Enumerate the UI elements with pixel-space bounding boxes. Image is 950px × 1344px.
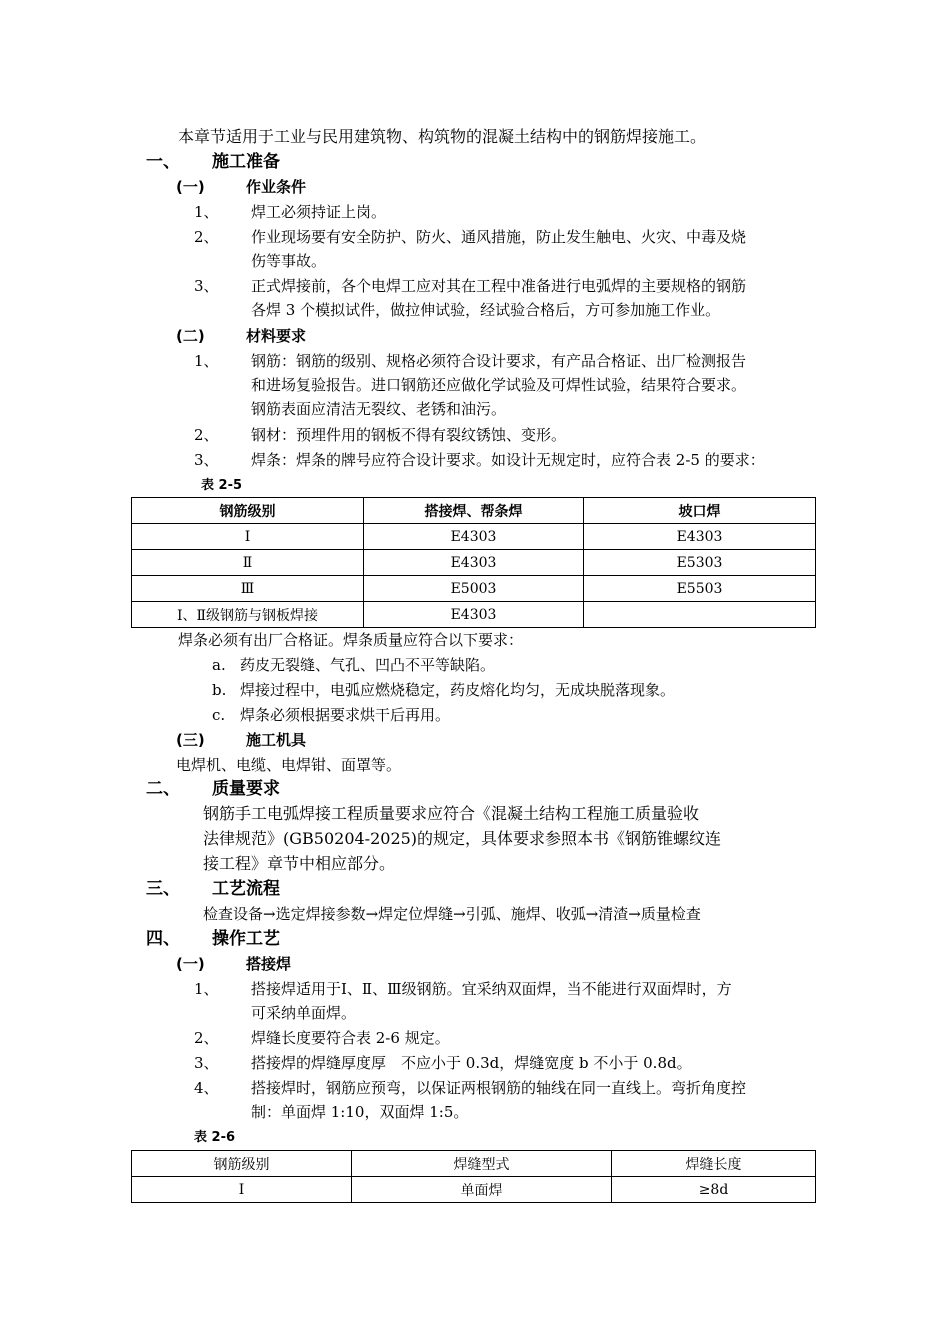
- table-cell: 单面焊: [352, 1177, 612, 1203]
- paragraph: 钢筋手工电弧焊接工程质量要求应符合《混凝土结构工程施工质量验收: [203, 804, 700, 823]
- list-item-number: 3、: [194, 451, 219, 469]
- table-2-6: [131, 1150, 816, 1203]
- table-header-cell: 焊缝型式: [352, 1151, 612, 1177]
- table-row: [132, 576, 816, 602]
- table-header-cell: 钢筋级别: [132, 498, 364, 524]
- list-item-text: 搭接焊时，钢筋应预弯，以保证两根钢筋的轴线在同一直线上。弯折角度控: [251, 1079, 747, 1097]
- table-cell: Ⅰ: [132, 1177, 352, 1203]
- list-item-number: 2、: [194, 1029, 219, 1047]
- process-flow: 检查设备→选定焊接参数→焊定位焊缝→引弧、施焊、收弧→清渣→质量检查: [203, 905, 701, 923]
- paragraph: 接工程》章节中相应部分。: [203, 854, 396, 873]
- table-cell: Ⅱ: [132, 550, 364, 576]
- list-item-text: 各焊 3 个模拟试件，做拉伸试验，经试验合格后，方可参加施工作业。: [251, 301, 721, 319]
- requirement-text: 焊条必须根据要求烘干后再用。: [240, 706, 451, 724]
- table-row: [132, 550, 816, 576]
- list-item-number: 3、: [194, 1054, 219, 1072]
- section-2-number: 二、: [146, 779, 180, 799]
- list-item-text: 钢筋：钢筋的级别、规格必须符合设计要求，有产品合格证、出厂检测报告: [251, 352, 747, 370]
- section-2-title: 质量要求: [212, 779, 280, 799]
- table-cell: [584, 602, 816, 628]
- table-cell: ≥8d: [612, 1177, 816, 1203]
- requirement-text: 焊接过程中，电弧应燃烧稳定，药皮熔化均匀，无成块脱落现象。: [240, 681, 676, 699]
- list-item-text: 伤等事故。: [251, 252, 327, 270]
- list-item-text: 搭接焊适用于Ⅰ、Ⅱ、Ⅲ级钢筋。宜采纳双面焊，当不能进行双面焊时，方: [251, 980, 732, 998]
- table-cell: Ⅰ: [132, 524, 364, 550]
- paragraph: 法律规范》(GB50204-2025)的规定，具体要求参照本书《钢筋锥螺纹连: [203, 829, 722, 848]
- section-1-number: 一、: [146, 152, 180, 172]
- table-cell: E4303: [584, 524, 816, 550]
- subsection-4-1-number: (一): [176, 955, 205, 973]
- list-item-text: 作业现场要有安全防护、防火、通风措施，防止发生触电、火灾、中毒及烧: [251, 228, 747, 246]
- table-header-cell: 搭接焊、帮条焊: [364, 498, 584, 524]
- table-cell: E5503: [584, 576, 816, 602]
- table-cell: E4303: [364, 550, 584, 576]
- list-item-text: 正式焊接前，各个电焊工应对其在工程中准备进行电弧焊的主要规格的钢筋: [251, 277, 747, 295]
- intro-paragraph: 本章节适用于工业与民用建筑物、构筑物的混凝土结构中的钢筋焊接施工。: [178, 127, 707, 146]
- paragraph: 电焊机、电缆、电焊钳、面罩等。: [176, 756, 402, 774]
- section-3-title: 工艺流程: [212, 879, 280, 899]
- list-item-text: 焊条：焊条的牌号应符合设计要求。如设计无规定时，应符合表 2-5 的要求：: [251, 451, 765, 469]
- table-cell: E4303: [364, 602, 584, 628]
- subsection-1-1-title: 作业条件: [246, 178, 307, 196]
- table-2-5-caption: 表 2-5: [201, 478, 243, 493]
- list-item-number: 1、: [194, 980, 219, 998]
- list-item-number: 3、: [194, 277, 219, 295]
- list-item-text: 钢材：预埋件用的钢板不得有裂纹锈蚀、变形。: [251, 426, 567, 444]
- table-row: [132, 524, 816, 550]
- table-cell: E5303: [584, 550, 816, 576]
- list-item-number: 1、: [194, 203, 219, 221]
- requirement-text: 药皮无裂缝、气孔、凹凸不平等缺陷。: [240, 656, 496, 674]
- section-1-title: 施工准备: [212, 152, 280, 172]
- paragraph: 焊条必须有出厂合格证。焊条质量应符合以下要求：: [178, 631, 524, 649]
- table-header-row: [132, 1151, 816, 1177]
- list-item-text: 可采纳单面焊。: [251, 1004, 357, 1022]
- table-row: [132, 1177, 816, 1203]
- subsection-1-2-number: (二): [176, 327, 205, 345]
- subsection-1-3-title: 施工机具: [246, 731, 307, 749]
- list-item-number: 2、: [194, 228, 219, 246]
- list-item-number: 4、: [194, 1079, 219, 1097]
- section-4-number: 四、: [146, 929, 180, 949]
- list-item-text: 制：单面焊 1:10，双面焊 1:5。: [251, 1103, 469, 1121]
- table-header-cell: 钢筋级别: [132, 1151, 352, 1177]
- subsection-1-2-title: 材料要求: [246, 327, 307, 345]
- requirement-number: c.: [212, 706, 226, 724]
- subsection-4-1-title: 搭接焊: [246, 955, 292, 973]
- table-2-5: [131, 497, 816, 628]
- requirement-number: b.: [212, 681, 227, 699]
- subsection-1-1-number: (一): [176, 178, 205, 196]
- section-3-number: 三、: [146, 879, 180, 899]
- table-cell: E4303: [364, 524, 584, 550]
- table-cell: Ⅰ、Ⅱ级钢筋与钢板焊接: [132, 602, 364, 628]
- table-cell: Ⅲ: [132, 576, 364, 602]
- table-row: [132, 602, 816, 628]
- list-item-text: 和进场复验报告。进口钢筋还应做化学试验及可焊性试验，结果符合要求。: [251, 376, 747, 394]
- table-2-6-caption: 表 2-6: [194, 1130, 236, 1145]
- table-header-cell: 焊缝长度: [612, 1151, 816, 1177]
- list-item-text: 焊缝长度要符合表 2-6 规定。: [251, 1029, 450, 1047]
- requirement-number: a.: [212, 656, 226, 674]
- subsection-1-3-number: (三): [176, 731, 205, 749]
- table-header-row: [132, 498, 816, 524]
- list-item-number: 1、: [194, 352, 219, 370]
- list-item-text: 焊工必须持证上岗。: [251, 203, 387, 221]
- list-item-number: 2、: [194, 426, 219, 444]
- table-header-cell: 坡口焊: [584, 498, 816, 524]
- section-4-title: 操作工艺: [212, 929, 280, 949]
- list-item-text: 搭接焊的焊缝厚度厚 不应小于 0.3d，焊缝宽度 b 不小于 0.8d。: [251, 1054, 692, 1072]
- list-item-text: 钢筋表面应清洁无裂纹、老锈和油污。: [251, 400, 507, 418]
- table-cell: E5003: [364, 576, 584, 602]
